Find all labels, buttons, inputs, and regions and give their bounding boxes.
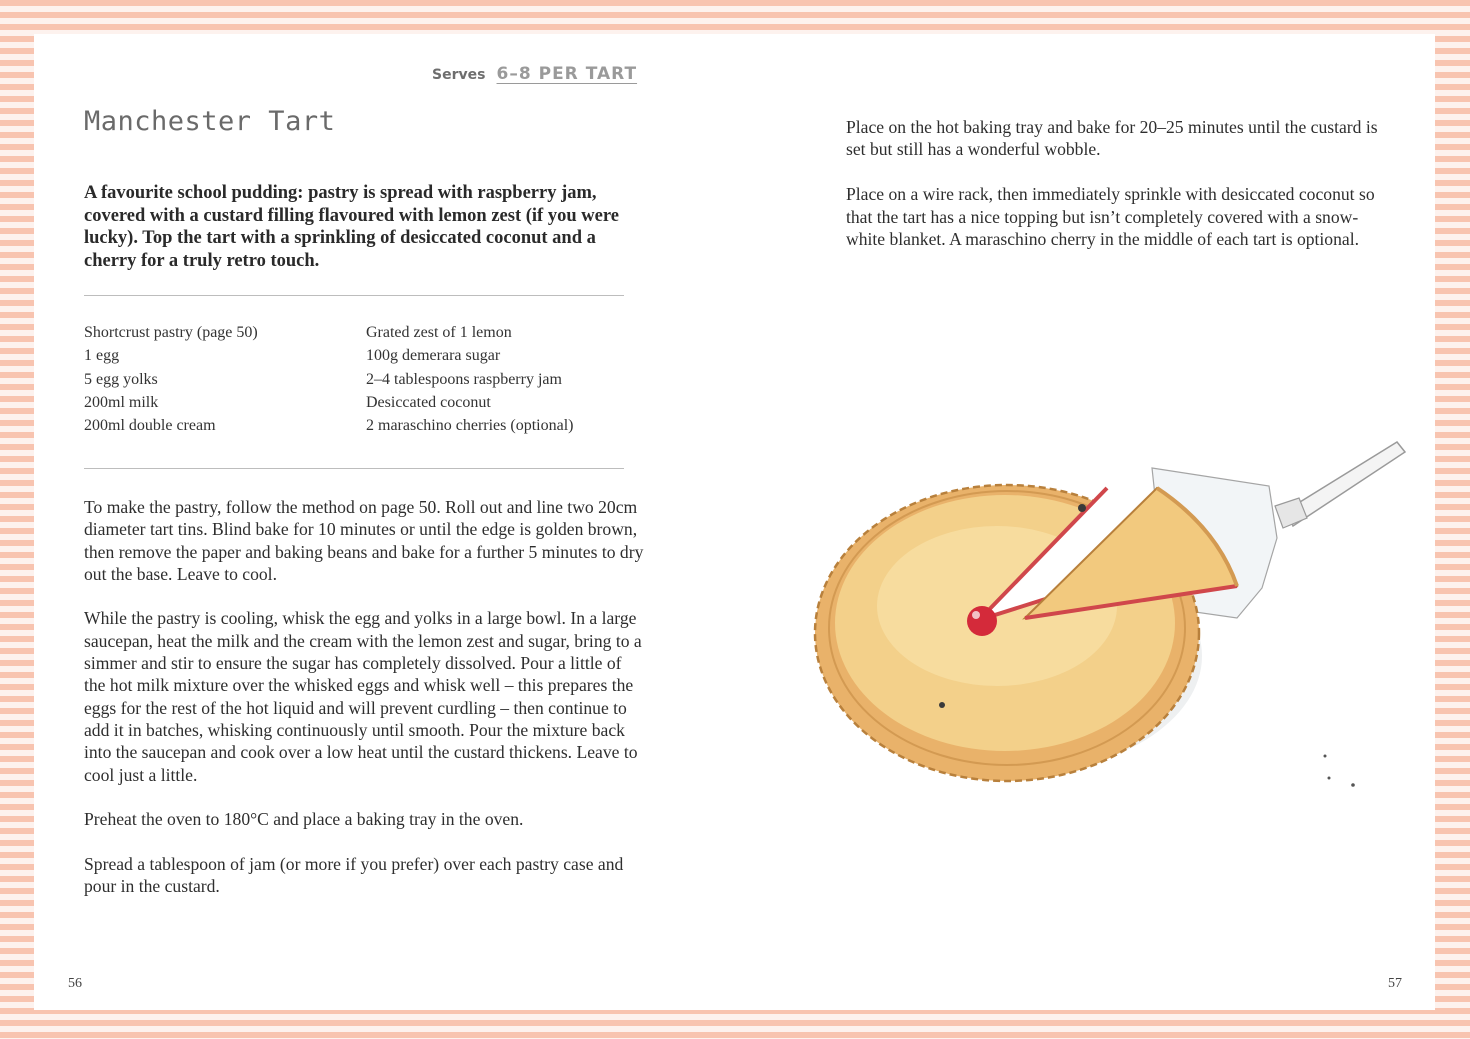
recipe-title: Manchester Tart xyxy=(84,106,336,137)
method-paragraph: Place on the hot baking tray and bake for 20–25 minutes until the custard is set but still has a wonderful wobble. xyxy=(846,117,1378,160)
ingredient-item: Desiccated coconut xyxy=(366,393,491,411)
ingredient-item: 1 egg xyxy=(84,347,120,365)
method-left xyxy=(84,496,644,920)
divider-bottom xyxy=(84,468,624,469)
serves-label: Serves xyxy=(432,67,486,83)
ingredients-left-column xyxy=(84,321,258,437)
ingredient-item: 200ml double cream xyxy=(84,417,216,435)
page-number-left: 56 xyxy=(68,976,82,991)
ingredient-item: 5 egg yolks xyxy=(84,370,158,388)
method-paragraph: While the pastry is cooling, whisk the egg and yolks in a large bowl. In a large saucepan, heat the milk and the cream with the lemon zest and sugar, bring to a simmer and stir to ensure the sugar has completely dissolved. Pour a little of the hot milk mixture over the whisked eggs and whisk well – this prepares the eggs for the rest of the hot liquid and will prevent curdling – then continue to add it in batches, whisking continuously until smooth. Pour the mixture back into the saucepan and cook over a low heat until the custard thickens. Leave to cool just a little. xyxy=(84,608,642,785)
speck xyxy=(1324,755,1327,758)
speck xyxy=(1328,777,1331,780)
speck xyxy=(1351,783,1355,787)
ingredient-item: Grated zest of 1 lemon xyxy=(366,324,512,341)
ingredients-right-column xyxy=(366,321,573,437)
serves-value: 6–8 PER TART xyxy=(496,64,638,84)
method-paragraph: Preheat the oven to 180°C and place a baking tray in the oven. xyxy=(84,809,524,830)
serves-line xyxy=(432,64,637,84)
speck xyxy=(939,702,945,708)
ingredient-item: 100g demerara sugar xyxy=(366,347,501,365)
book-spread xyxy=(34,34,1435,1010)
method-paragraph: Spread a tablespoon of jam (or more if you prefer) over each pastry case and pour in the custard. xyxy=(84,853,624,897)
method-paragraph: Place on a wire rack, then immediately sprinkle with desiccated coconut so that the tart has a nice topping but isn’t completely covered with a snow-white blanket. A maraschino cherry in the middle of each tart is optional. xyxy=(846,184,1375,250)
cherry-highlight xyxy=(972,611,980,619)
method-paragraph: To make the pastry, follow the method on page 50. Roll out and line two 20cm diameter tart tins. Blind bake for 10 minutes or until the edge is golden brown, then remove the paper and baking beans and bake for a further 5 minutes to dry out the base. Leave to cool. xyxy=(84,497,644,584)
ingredient-item: 200ml milk xyxy=(84,393,159,411)
ingredient-item: 2–4 tablespoons raspberry jam xyxy=(366,370,562,388)
divider-top xyxy=(84,295,624,296)
method-right xyxy=(846,116,1386,273)
left-page xyxy=(34,34,734,1010)
page-number-right: 57 xyxy=(1388,976,1402,991)
ingredient-item: Shortcrust pastry (page 50) xyxy=(84,324,258,341)
recipe-intro: A favourite school pudding: pastry is spread with raspberry jam, covered with a custard filling flavoured with lemon zest (if you were lucky). Top the tart with a sprinkling of desiccated coconut and a cherry for a truly retro touch. xyxy=(84,183,619,271)
ingredient-item: 2 maraschino cherries (optional) xyxy=(366,417,574,435)
speck xyxy=(1078,504,1086,512)
cherry xyxy=(967,606,997,636)
right-page xyxy=(734,34,1435,1010)
tart-illustration xyxy=(807,428,1417,788)
